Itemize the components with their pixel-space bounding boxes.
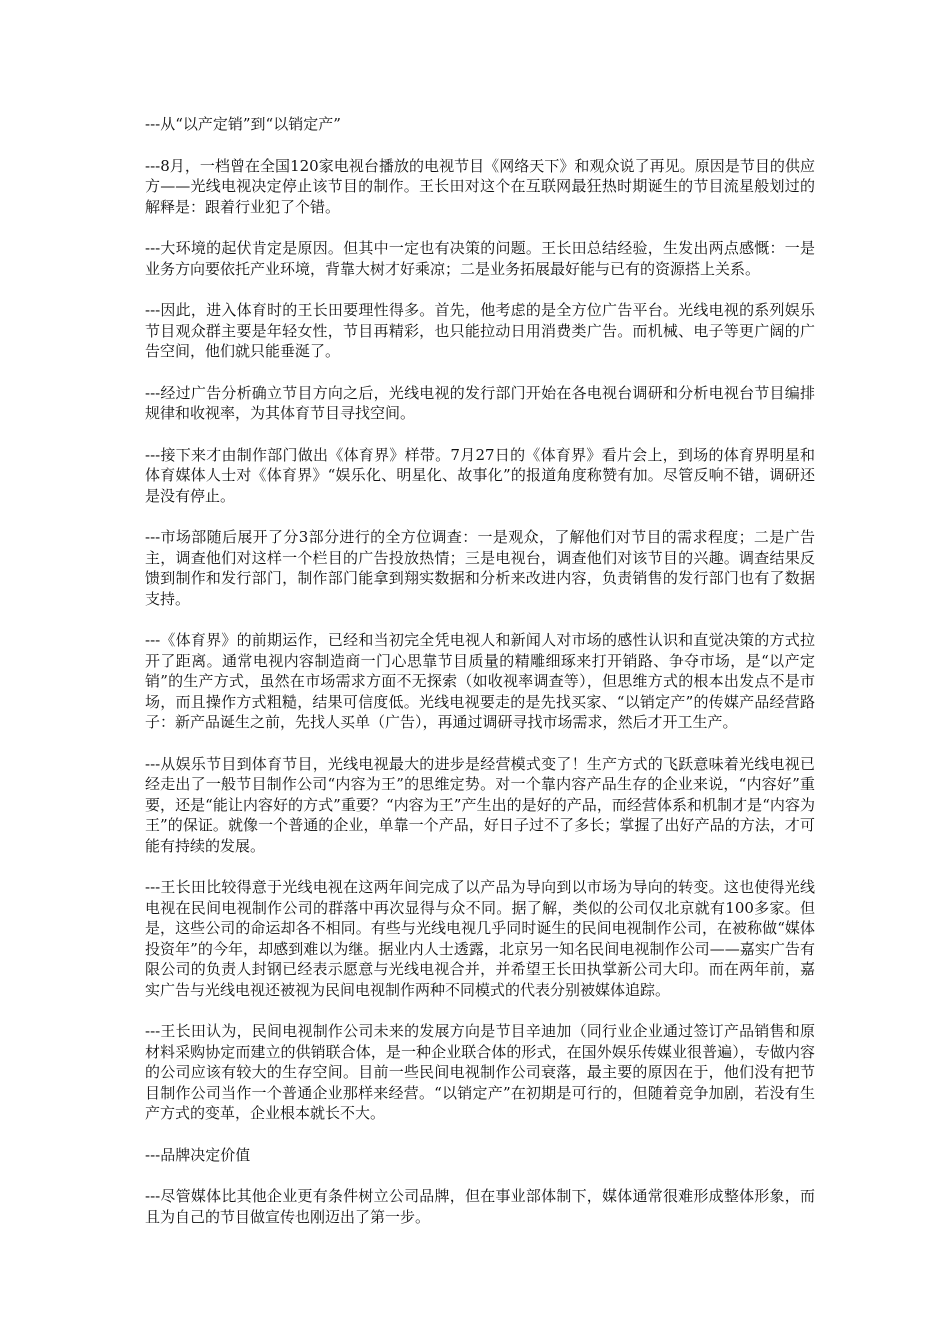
section-heading: ---品牌决定价值: [145, 1145, 251, 1164]
paragraph: ---因此，进入体育时的王长田要理性得多。首先，他考虑的是全方位广告平台。光线电视的系列娱乐节目观众群主要是年轻女性，节目再精彩，也只能拉动日用消费类广告。而机械、电子等更广阔的广告空间，他们就只能垂涎了。: [145, 301, 815, 360]
paragraph: ---王长田比较得意于光线电视在这两年间完成了以产品为导向到以市场为导向的转变。这也使得光线电视在民间电视制作公司的群落中再次显得与众不同。据了解，类似的公司仅北京就有100多家。但是，这些公司的命运却各不相同。有些与光线电视几乎同时诞生的民间电视制作公司，在被称做“媒体投资年”的今年，却感到难以为继。据业内人士透露，北京另一知名民间电视制作公司——嘉实广告有限公司的负责人封钢已经表示愿意与光线电视合并，并希望王长田执掌新公司大印。而在两年前，嘉实广告与光线电视还被视为民间电视制作两种不同模式的代表分别被媒体追踪。: [145, 878, 815, 999]
paragraph: ---《体育界》的前期运作，已经和当初完全凭电视人和新闻人对市场的感性认识和直觉决策的方式拉开了距离。通常电视内容制造商一门心思靠节目质量的精雕细琢来打开销路、争夺市场，是“以产定销”的生产方式，虽然在市场需求方面不无探索（如收视率调查等），但思维方式的根本出发点不是市场，而且操作方式粗糙，结果可信度低。光线电视要走的是先找买家、“以销定产”的传媒产品经营路子：新产品诞生之前，先找人买单（广告），再通过调研寻找市场需求，然后才开工生产。: [145, 631, 815, 731]
paragraph: ---尽管媒体比其他企业更有条件树立公司品牌，但在事业部体制下，媒体通常很难形成整体形象，而且为自己的节目做宣传也刚迈出了第一步。: [145, 1187, 815, 1226]
paragraph: ---大环境的起伏肯定是原因。但其中一定也有决策的问题。王长田总结经验，生发出两点感慨：一是业务方向要依托产业环境，背靠大树才好乘凉；二是业务拓展最好能与已有的资源搭上关系。: [145, 239, 815, 278]
paragraph: ---王长田认为，民间电视制作公司未来的发展方向是节目辛迪加（同行业企业通过签订产品销售和原材料采购协定而建立的供销联合体，是一种企业联合体的形式，在国外娱乐传媒业很普遍），专做内容的公司应该有较大的生存空间。目前一些民间电视制作公司衰落，最主要的原因在于，他们没有把节目制作公司当作一个普通企业那样来经营。“以销定产”在初期是可行的，但随着竞争加剧，若没有生产方式的变革，企业根本就长不大。: [145, 1022, 815, 1122]
paragraph: ---经过广告分析确立节目方向之后，光线电视的发行部门开始在各电视台调研和分析电视台节目编排规律和收视率，为其体育节目寻找空间。: [145, 383, 815, 422]
paragraph: ---接下来才由制作部门做出《体育界》样带。7月27日的《体育界》看片会上，到场的体育界明星和体育媒体人士对《体育界》“娱乐化、明星化、故事化”的报道角度称赞有加。尽管反响不错，调研还是没有停止。: [145, 445, 815, 505]
section-heading: ---从“以产定销”到“以销定产”: [145, 115, 341, 133]
article-body: [145, 114, 815, 1248]
paragraph: ---市场部随后展开了分3部分进行的全方位调查：一是观众，了解他们对节目的需求程度；二是广告主，调查他们对这样一个栏目的广告投放热情；三是电视台，调查他们对该节目的兴趣。调查结果反馈到制作和发行部门，制作部门能拿到翔实数据和分析来改进内容，负责销售的发行部门也有了数据支持。: [145, 528, 815, 608]
paragraph: ---8月，一档曾在全国120家电视台播放的电视节目《网络天下》和观众说了再见。原因是节目的供应方——光线电视决定停止该节目的制作。王长田对这个在互联网最狂热时期诞生的节目流星般划过的解释是：跟着行业犯了个错。: [145, 156, 815, 216]
paragraph: ---从娱乐节目到体育节目，光线电视最大的进步是经营模式变了！生产方式的飞跃意味着光线电视已经走出了一般节目制作公司“内容为王”的思维定势。对一个靠内容产品生存的企业来说，“内容好”重要，还是“能让内容好的方式”重要？“内容为王”产生出的是好的产品，而经营体系和机制才是“内容为王”的保证。就像一个普通的企业，单靠一个产品，好日子过不了多长；掌握了出好产品的方法，才可能有持续的发展。: [145, 754, 815, 855]
